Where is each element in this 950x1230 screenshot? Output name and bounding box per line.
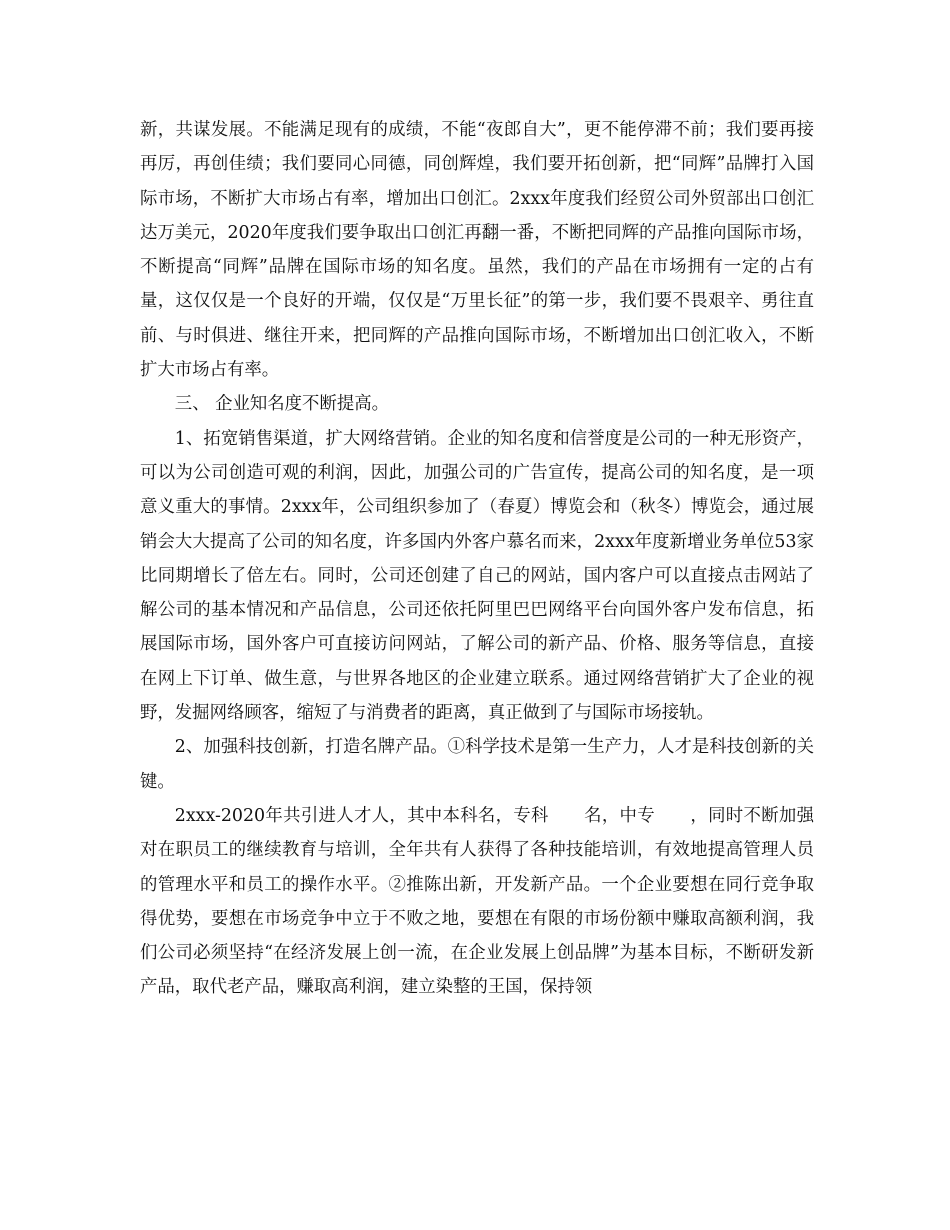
paragraph-continuation: 新，共谋发展。不能满足现有的成绩，不能“夜郎自大”，更不能停滞不前；我们要再接再厉，再创佳绩；我们要同心同德，同创辉煌，我们要开拓创新，把“同辉”品牌打入国际市场，不断扩大市场占有率，增加出口创汇。2xxx年度我们经贸公司外贸部出口创汇达万美元，2020年度我们要争取出口创汇再翻一番，不断把同辉的产品推向国际市场，不断提高“同辉”品牌在国际市场的知名度。虽然，我们的产品在市场拥有一定的占有量，这仅仅是一个良好的开端，仅仅是“万里长征”的第一步，我们要不畏艰辛、勇往直前、与时俱进、继往开来，把同辉的产品推向国际市场，不断增加出口创汇收入，不断扩大市场占有率。: [140, 120, 814, 381]
document-body: [140, 113, 814, 1005]
paragraph-item-1: 1、拓宽销售渠道，扩大网络营销。企业的知名度和信誉度是公司的一种无形资产，可以为公司创造可观的利润，因此，加强公司的广告宣传，提高公司的知名度，是一项意义重大的事情。2xxx年，公司组织参加了（春夏）博览会和（秋冬）博览会，通过展销会大大提高了公司的知名度，许多国内外客户慕名而来，2xxx年度新增业务单位53家比同期增长了倍左右。同时，公司还创建了自己的网站，国内客户可以直接点击网站了解公司的基本情况和产品信息，公司还依托阿里巴巴网络平台向国外客户发布信息，拓展国际市场，国外客户可直接访问网站，了解公司的新产品、价格、服务等信息，直接在网上下订单、做生意，与世界各地区的企业建立联系。通过网络营销扩大了企业的视野，发掘网络顾客，缩短了与消费者的距离，真正做到了与国际市场接轨。: [140, 428, 814, 724]
paragraph-item-2: 2、加强科技创新，打造名牌产品。①科学技术是第一生产力，人才是科技创新的关键。: [140, 737, 814, 792]
section-heading: 三、 企业知名度不断提高。: [174, 394, 390, 415]
paragraph-talent: 2xxx-2020年共引进人才人，其中本科名，专科 名，中专 ，同时不断加强对在职员工的继续教育与培训，全年共有人获得了各种技能培训，有效地提高管理人员的管理水平和员工的操作水平。②推陈出新，开发新产品。一个企业要想在同行竞争取得优势，要想在市场竞争中立于不败之地，要想在有限的市场份额中赚取高额利润，我们公司必须坚持“在经济发展上创一流，在企业发展上创品牌”为基本目标，不断研发新产品，取代老产品，赚取高利润，建立染整的王国，保持领: [140, 805, 814, 998]
